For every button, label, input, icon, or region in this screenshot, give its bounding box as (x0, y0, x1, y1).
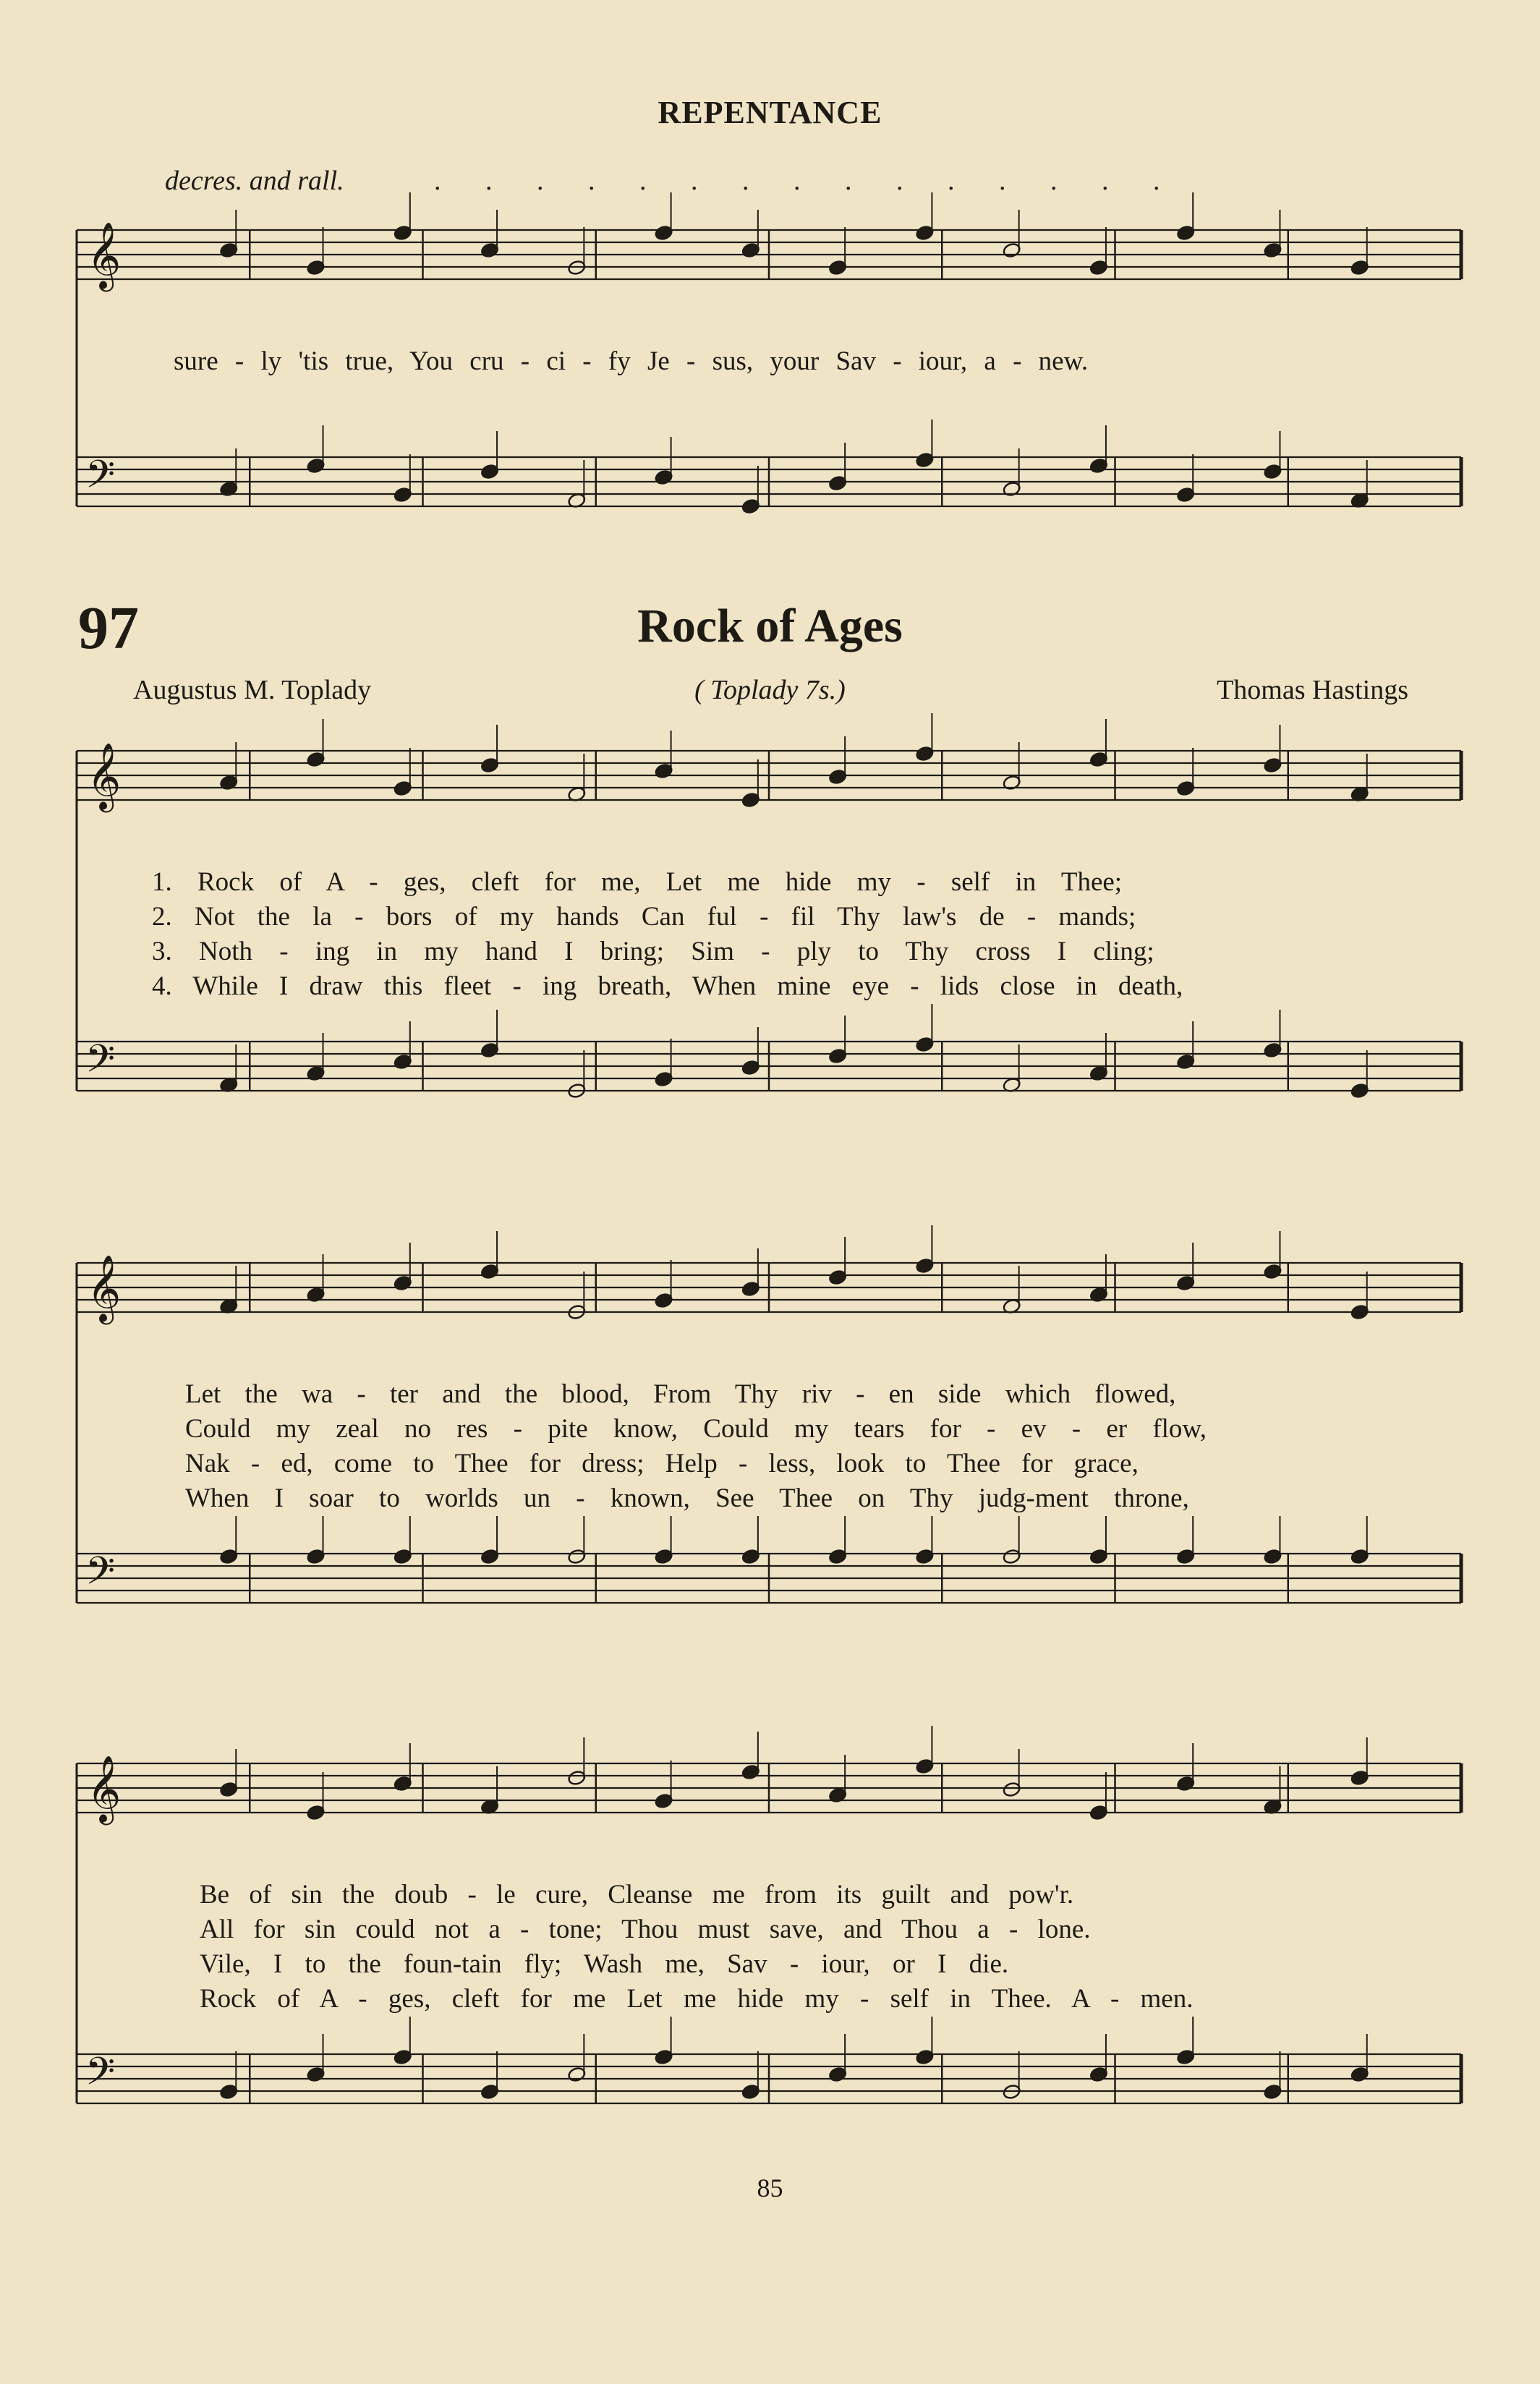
hymn-title: Rock of Ages (637, 600, 903, 652)
hymn-composer: Thomas Hastings (1217, 675, 1408, 705)
svg-text:𝄞: 𝄞 (87, 1755, 122, 1822)
section-title: REPENTANCE (658, 95, 882, 130)
expression-dots: . . . . . . . . . . . . . . . (434, 166, 1179, 196)
svg-text:𝄢: 𝄢 (85, 453, 116, 506)
hymn-number: 97 (78, 595, 139, 662)
hymn-tune: ( Toplady 7s.) (694, 675, 846, 705)
svg-text:𝄞: 𝄞 (87, 221, 122, 289)
hymn-author: Augustus M. Toplady (133, 675, 372, 705)
expression-marking: decres. and rall. (165, 166, 344, 196)
svg-text:𝄞: 𝄞 (87, 742, 122, 809)
svg-text:𝄢: 𝄢 (85, 1549, 116, 1603)
svg-text:𝄞: 𝄞 (87, 1254, 122, 1321)
page-number: 85 (757, 2174, 783, 2202)
svg-text:𝄢: 𝄢 (85, 1037, 116, 1091)
svg-text:𝄢: 𝄢 (85, 2050, 116, 2103)
